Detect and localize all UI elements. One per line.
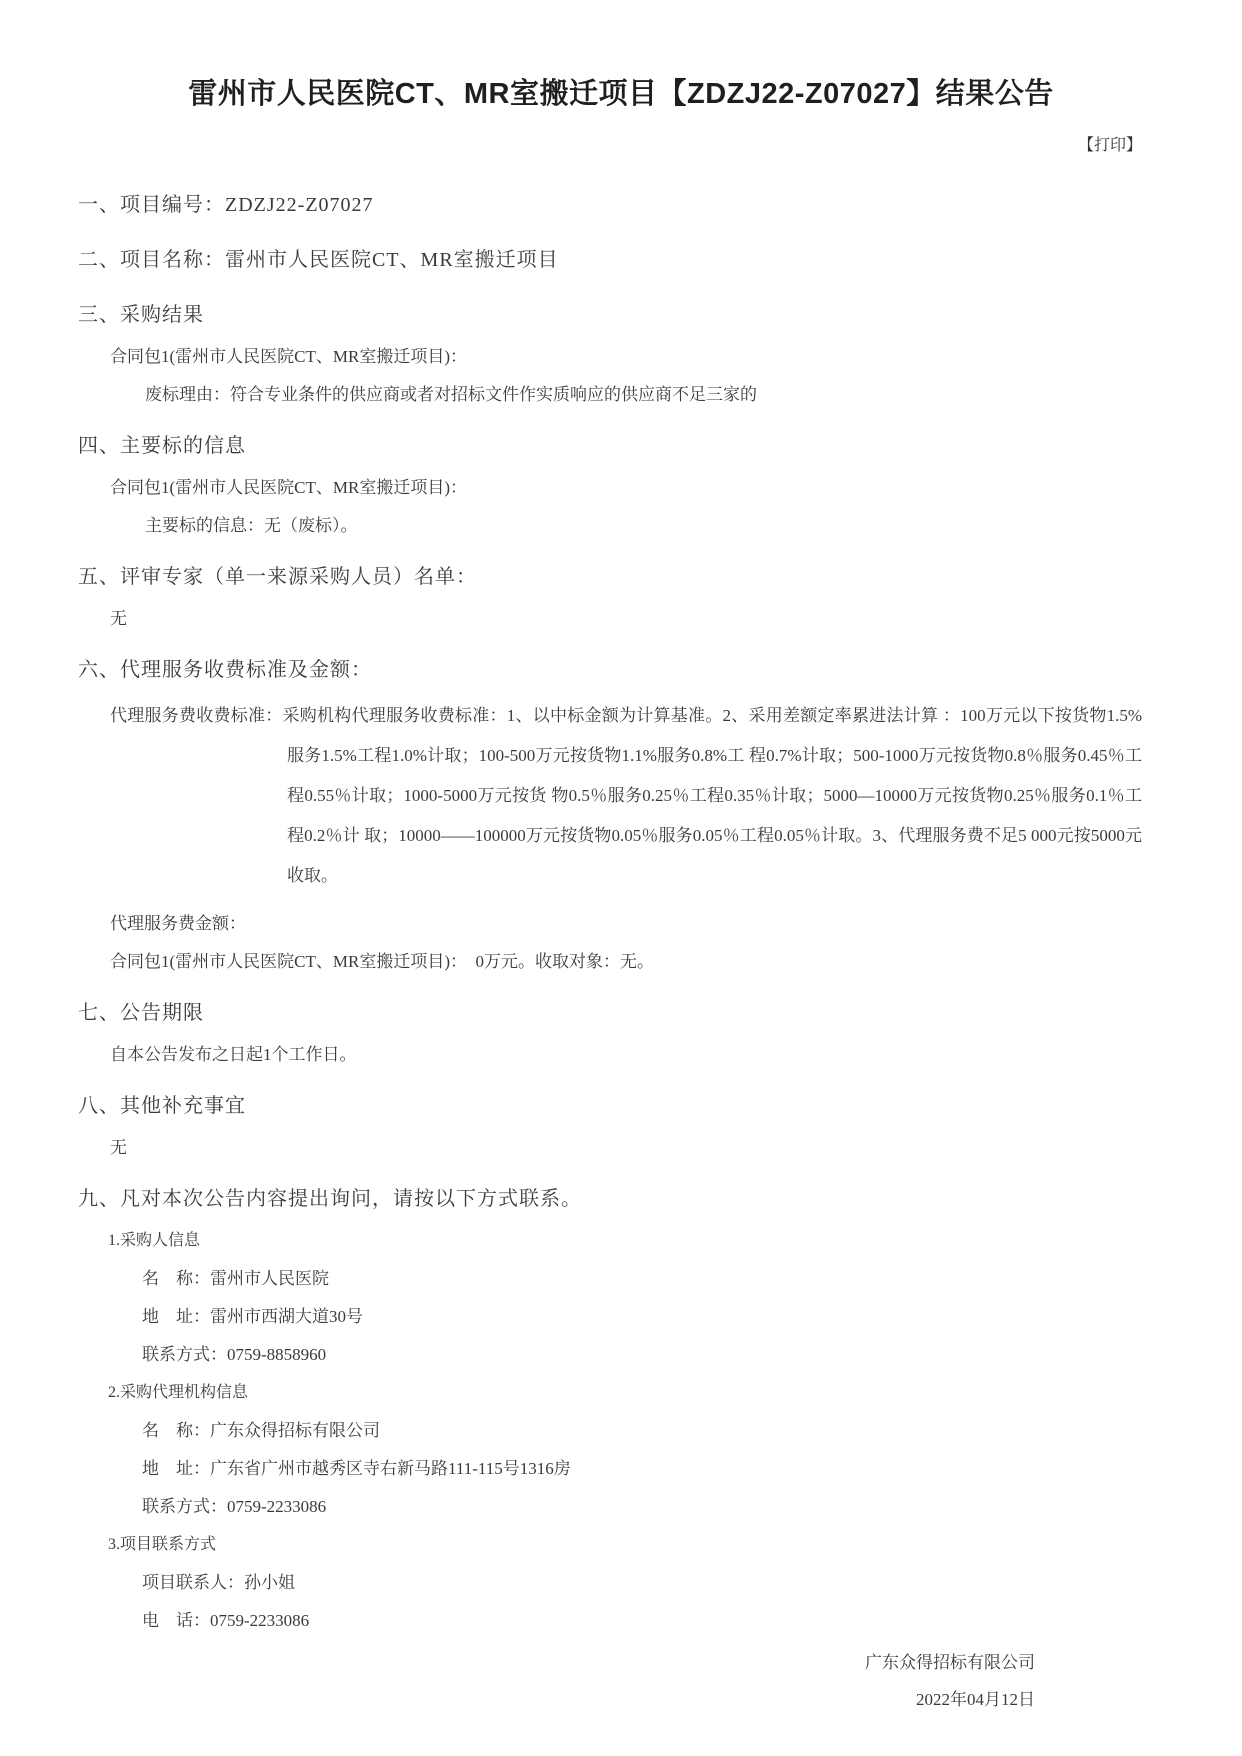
- footer-date: 2022年04月12日: [916, 1690, 1035, 1709]
- project-contact-phone: 电 话：0759-2233086: [142, 1611, 310, 1630]
- experts-content: 无: [110, 609, 127, 628]
- contact-heading: 九、凡对本次公告内容提出询问，请按以下方式联系。: [78, 1188, 582, 1210]
- other-matters-heading: 八、其他补充事宜: [78, 1095, 246, 1117]
- section-project-number: [78, 192, 1142, 219]
- procurement-result-heading: 三、采购结果: [78, 304, 204, 326]
- agency-name: 名 称：广东众得招标有限公司: [142, 1421, 380, 1440]
- agency-group-title: 2.采购代理机构信息: [108, 1384, 249, 1401]
- project-number-heading: 一、项目编号：ZDZJ22-Z07027: [78, 194, 374, 216]
- print-row: [0, 136, 1242, 156]
- other-matters-content: 无: [110, 1138, 127, 1157]
- section-contact: [78, 1186, 1142, 1631]
- footer-signature: [0, 1653, 1242, 1710]
- procurement-result-package: 合同包1(雷州市人民医院CT、MR室搬迁项目)：: [110, 347, 467, 366]
- experts-heading: 五、评审专家（单一来源采购人员）名单：: [78, 566, 477, 588]
- main-subject-package: 合同包1(雷州市人民医院CT、MR室搬迁项目)：: [110, 478, 467, 497]
- section-main-subject: [78, 433, 1142, 536]
- section-experts: [78, 564, 1142, 629]
- project-contact-person: 项目联系人：孙小姐: [142, 1573, 295, 1592]
- main-subject-info: 主要标的信息：无（废标）。: [145, 516, 358, 535]
- project-name-heading: 二、项目名称：雷州市人民医院CT、MR室搬迁项目: [78, 249, 559, 271]
- print-button[interactable]: 【打印】: [1077, 137, 1142, 154]
- section-procurement-result: [78, 302, 1142, 405]
- purchaser-group-title: 1.采购人信息: [108, 1232, 201, 1249]
- purchaser-address: 地 址：雷州市西湖大道30号: [142, 1307, 363, 1326]
- procurement-result-reason: 废标理由：符合专业条件的供应商或者对招标文件作实质响应的供应商不足三家的: [145, 385, 757, 404]
- project-contact-group-title: 3.项目联系方式: [108, 1536, 217, 1553]
- page-title: 雷州市人民医院CT、MR室搬迁项目【ZDZJ22-Z07027】结果公告: [188, 78, 1054, 110]
- main-subject-heading: 四、主要标的信息: [78, 435, 246, 457]
- footer-company: 广东众得招标有限公司: [865, 1653, 1035, 1672]
- agency-address: 地 址：广东省广州市越秀区寺右新马路111-115号1316房: [142, 1459, 571, 1478]
- purchaser-name: 名 称：雷州市人民医院: [142, 1269, 329, 1288]
- agency-fee-heading: 六、代理服务收费标准及金额：: [78, 659, 372, 681]
- section-agency-fee: [78, 657, 1142, 972]
- agency-fee-standard: 代理服务费收费标准：采购机构代理服务收费标准：1、以中标金额为计算基准。2、采用差额定率累进法计算 ：100万元以下按货物1.5%服务1.5%工程1.0%计取；100-500万元按货物1.1%服务0.8%工 程0.7%计取；500-1000万元按货物0.8％服务0.45％工程0.55％计取；1000-5000万元按货 物0.5％服务0.25％工程0.35％计取；5000—10000万元按货物0.25％服务0.1％工程0.2％计 取；10000——100000万元按货物0.05％服务0.05％工程0.05％计取。3、代理服务费不足5 000元按5000元收取。: [110, 706, 1142, 885]
- agency-fee-amount-label: 代理服务费金额：: [110, 914, 246, 933]
- announcement-body: [0, 192, 1242, 1631]
- section-project-name: [78, 247, 1142, 274]
- agency-fee-amount-line: 合同包1(雷州市人民医院CT、MR室搬迁项目)： 0万元。收取对象：无。: [110, 952, 654, 971]
- section-other-matters: [78, 1093, 1142, 1158]
- purchaser-phone: 联系方式：0759-8858960: [142, 1345, 327, 1364]
- announcement-period-content: 自本公告发布之日起1个工作日。: [110, 1045, 357, 1064]
- announcement-period-heading: 七、公告期限: [78, 1002, 204, 1024]
- section-announcement-period: [78, 1000, 1142, 1065]
- agency-phone: 联系方式：0759-2233086: [142, 1497, 327, 1516]
